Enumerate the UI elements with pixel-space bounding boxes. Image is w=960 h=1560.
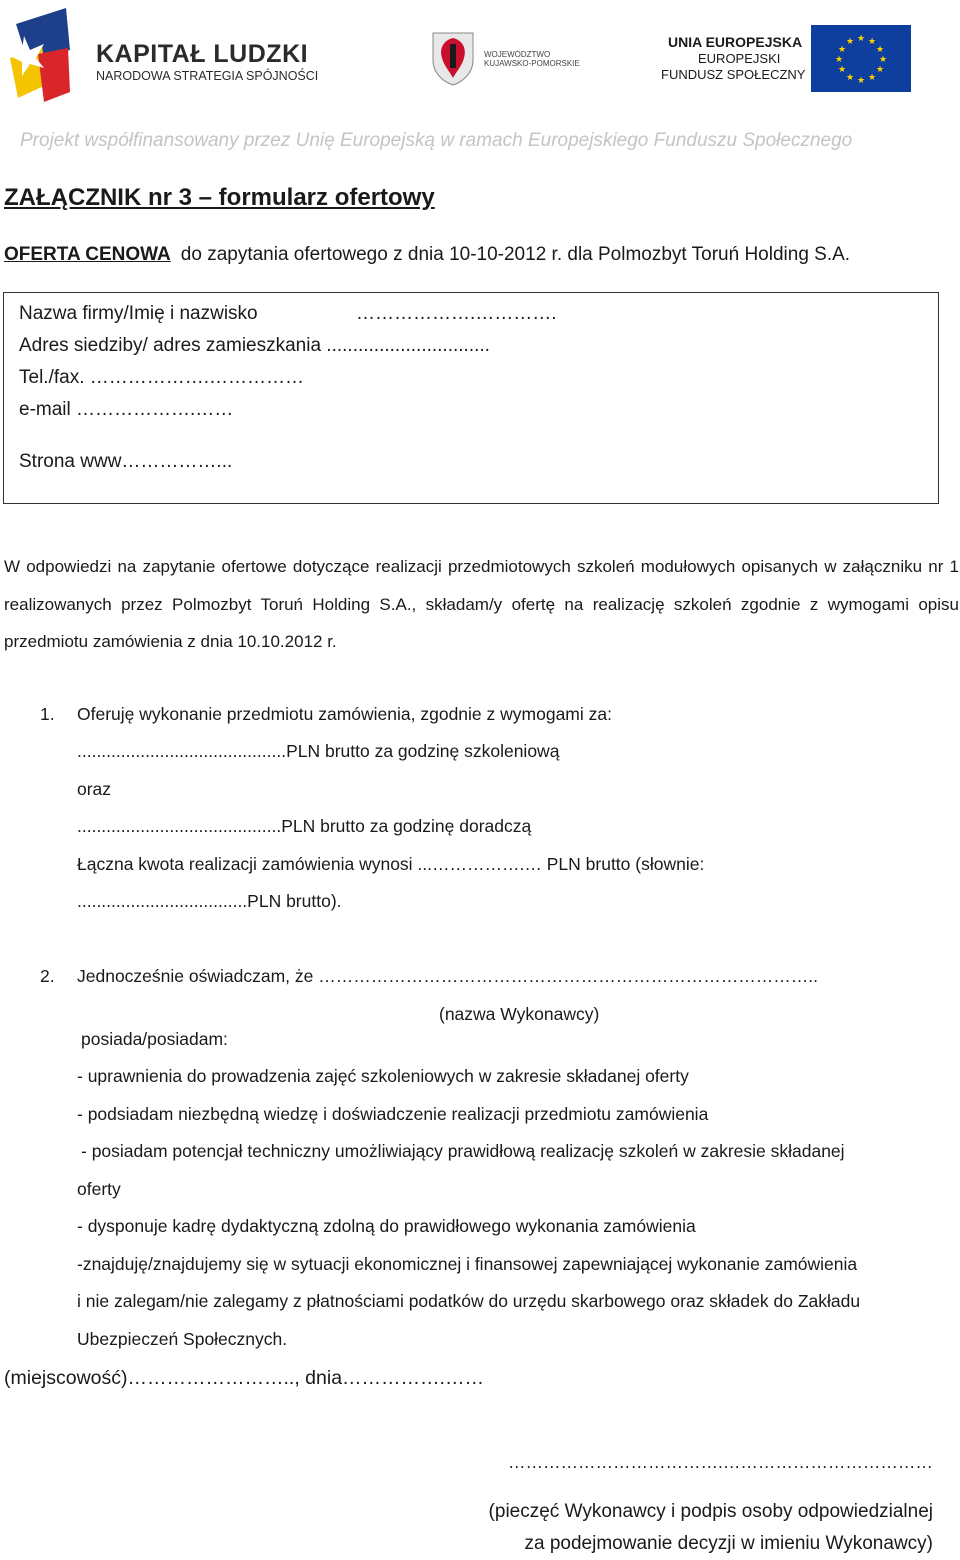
section-2-heading: Jednocześnie oświadczam, że ………………………………………………………………………….. (77, 966, 818, 986)
company-www-line: Strona www……………... (19, 451, 233, 472)
svg-text:★: ★ (878, 55, 888, 65)
company-info-box (3, 292, 939, 504)
declaration-item-1: - uprawnienia do prowadzenia zajęć szkoleniowych w zakresie składanej oferty (77, 1066, 689, 1086)
declaration-item-5a: -znajduję/znajdujemy się w sytuacji ekonomicznej i finansowej zapewniającej wykonanie zamówienia (77, 1254, 858, 1274)
signature-dots: ……………………………….……………………………… (508, 1452, 933, 1472)
region-line-2: KUJAWSKO-POMORSKIE (484, 59, 580, 68)
svg-text:★: ★ (837, 45, 847, 55)
page-title: ZAŁĄCZNIK nr 3 – formularz ofertowy (4, 184, 435, 211)
eu-line-3: FUNDUSZ SPOŁECZNY (661, 67, 806, 82)
offer-label: OFERTA CENOWA (4, 244, 171, 265)
offer-text: do zapytania ofertowego z dnia 10-10-2012 r. dla Polmozbyt Toruń Holding S.A. (180, 244, 851, 265)
section-1-line-2: oraz (77, 779, 112, 799)
section-1-line-5: ...................................PLN brutto). (77, 891, 342, 911)
eu-line-1: UNIA EUROPEJSKA (668, 34, 803, 50)
company-address-line: Adres siedziby/ adres zamieszkania ............................... (19, 335, 490, 356)
project-cofinancing-line: Projekt współfinansowany przez Unię Europejską w ramach Europejskiego Funduszu Społecznego (20, 130, 853, 151)
company-name-label: Nazwa firmy/Imię i nazwisko (19, 303, 258, 324)
section-1-line-3: ..........................................PLN brutto za godzinę doradczą (77, 816, 532, 836)
offer-line (4, 244, 850, 266)
svg-text:★: ★ (875, 65, 885, 75)
intro-paragraph: W odpowiedzi na zapytanie ofertowe dotyczące realizacji przedmiotowych szkoleń modułowych opisanych w załączniku nr 1 realizowanych przez Polmozbyt Toruń Holding S.A., składam/y ofertę na realizację szkoleń zgodnie z wymogami opisu przedmiotu zamówienia z dnia 10.10.2012 r. (4, 557, 959, 651)
eu-line-2: EUROPEJSKI (698, 51, 781, 66)
declaration-item-4: - dysponuje kadrę dydaktyczną zdolną do prawidłowego wykonania zamówienia (77, 1216, 696, 1236)
company-email-line: e-mail ……………….…… (19, 399, 234, 420)
svg-text:★: ★ (867, 37, 877, 47)
section-1-number: 1. (40, 704, 55, 724)
svg-text:★: ★ (845, 73, 855, 83)
kapital-ludzki-logo-icon (8, 6, 72, 106)
posiada-label: posiada/posiadam: (81, 1029, 228, 1049)
svg-text:★: ★ (856, 34, 866, 44)
declaration-item-5b: i nie zalegam/nie zalegamy z płatnościami podatków do urzędu skarbowego oraz składek do Zakładu (77, 1291, 861, 1311)
svg-text:★: ★ (845, 37, 855, 47)
svg-text:★: ★ (834, 55, 844, 65)
declaration-item-5c: Ubezpieczeń Społecznych. (77, 1329, 288, 1349)
kapital-ludzki-title: KAPITAŁ LUDZKI (96, 40, 309, 68)
declaration-item-3a: - posiadam potencjał techniczny umożliwiający prawidłową realizację szkoleń w zakresie składanej (81, 1141, 845, 1161)
svg-text:★: ★ (867, 73, 877, 83)
svg-text:★: ★ (837, 65, 847, 75)
section-1-line-4: Łączna kwota realizacji zamówienia wynosi ...…………….… PLN brutto (słownie: (77, 854, 705, 874)
company-name-dots: ……………….…………. (356, 303, 557, 324)
kapital-ludzki-subtitle: NARODOWA STRATEGIA SPÓJNOŚCI (96, 69, 319, 83)
signature-caption-2: za podejmowanie decyzji w imieniu Wykonawcy) (524, 1533, 933, 1554)
svg-text:★: ★ (856, 76, 866, 86)
section-1-line-1: ...........................................PLN brutto za godzinę szkoleniową (77, 741, 560, 761)
place-and-date-line: (miejscowość)…………………….., dnia…………….…… (4, 1367, 484, 1389)
eu-flag-icon (811, 25, 911, 92)
section-1-heading: Oferuję wykonanie przedmiotu zamówienia, zgodnie z wymogami za: (77, 704, 612, 724)
declaration-item-2: - podsiadam niezbędną wiedzę i doświadczenie realizacji przedmiotu zamówienia (77, 1104, 709, 1124)
company-phone-line: Tel./fax. ……………….…………… (19, 367, 305, 388)
declaration-item-3b: oferty (77, 1179, 121, 1199)
kujawsko-pomorskie-crest-icon (430, 30, 476, 86)
contractor-name-caption: (nazwa Wykonawcy) (439, 1004, 600, 1024)
signature-caption-1: (pieczęć Wykonawcy i podpis osoby odpowiedzialnej (488, 1501, 933, 1522)
region-line-1: WOJEWÓDZTWO (484, 50, 551, 59)
svg-text:★: ★ (875, 45, 885, 55)
section-2-number: 2. (40, 966, 55, 986)
